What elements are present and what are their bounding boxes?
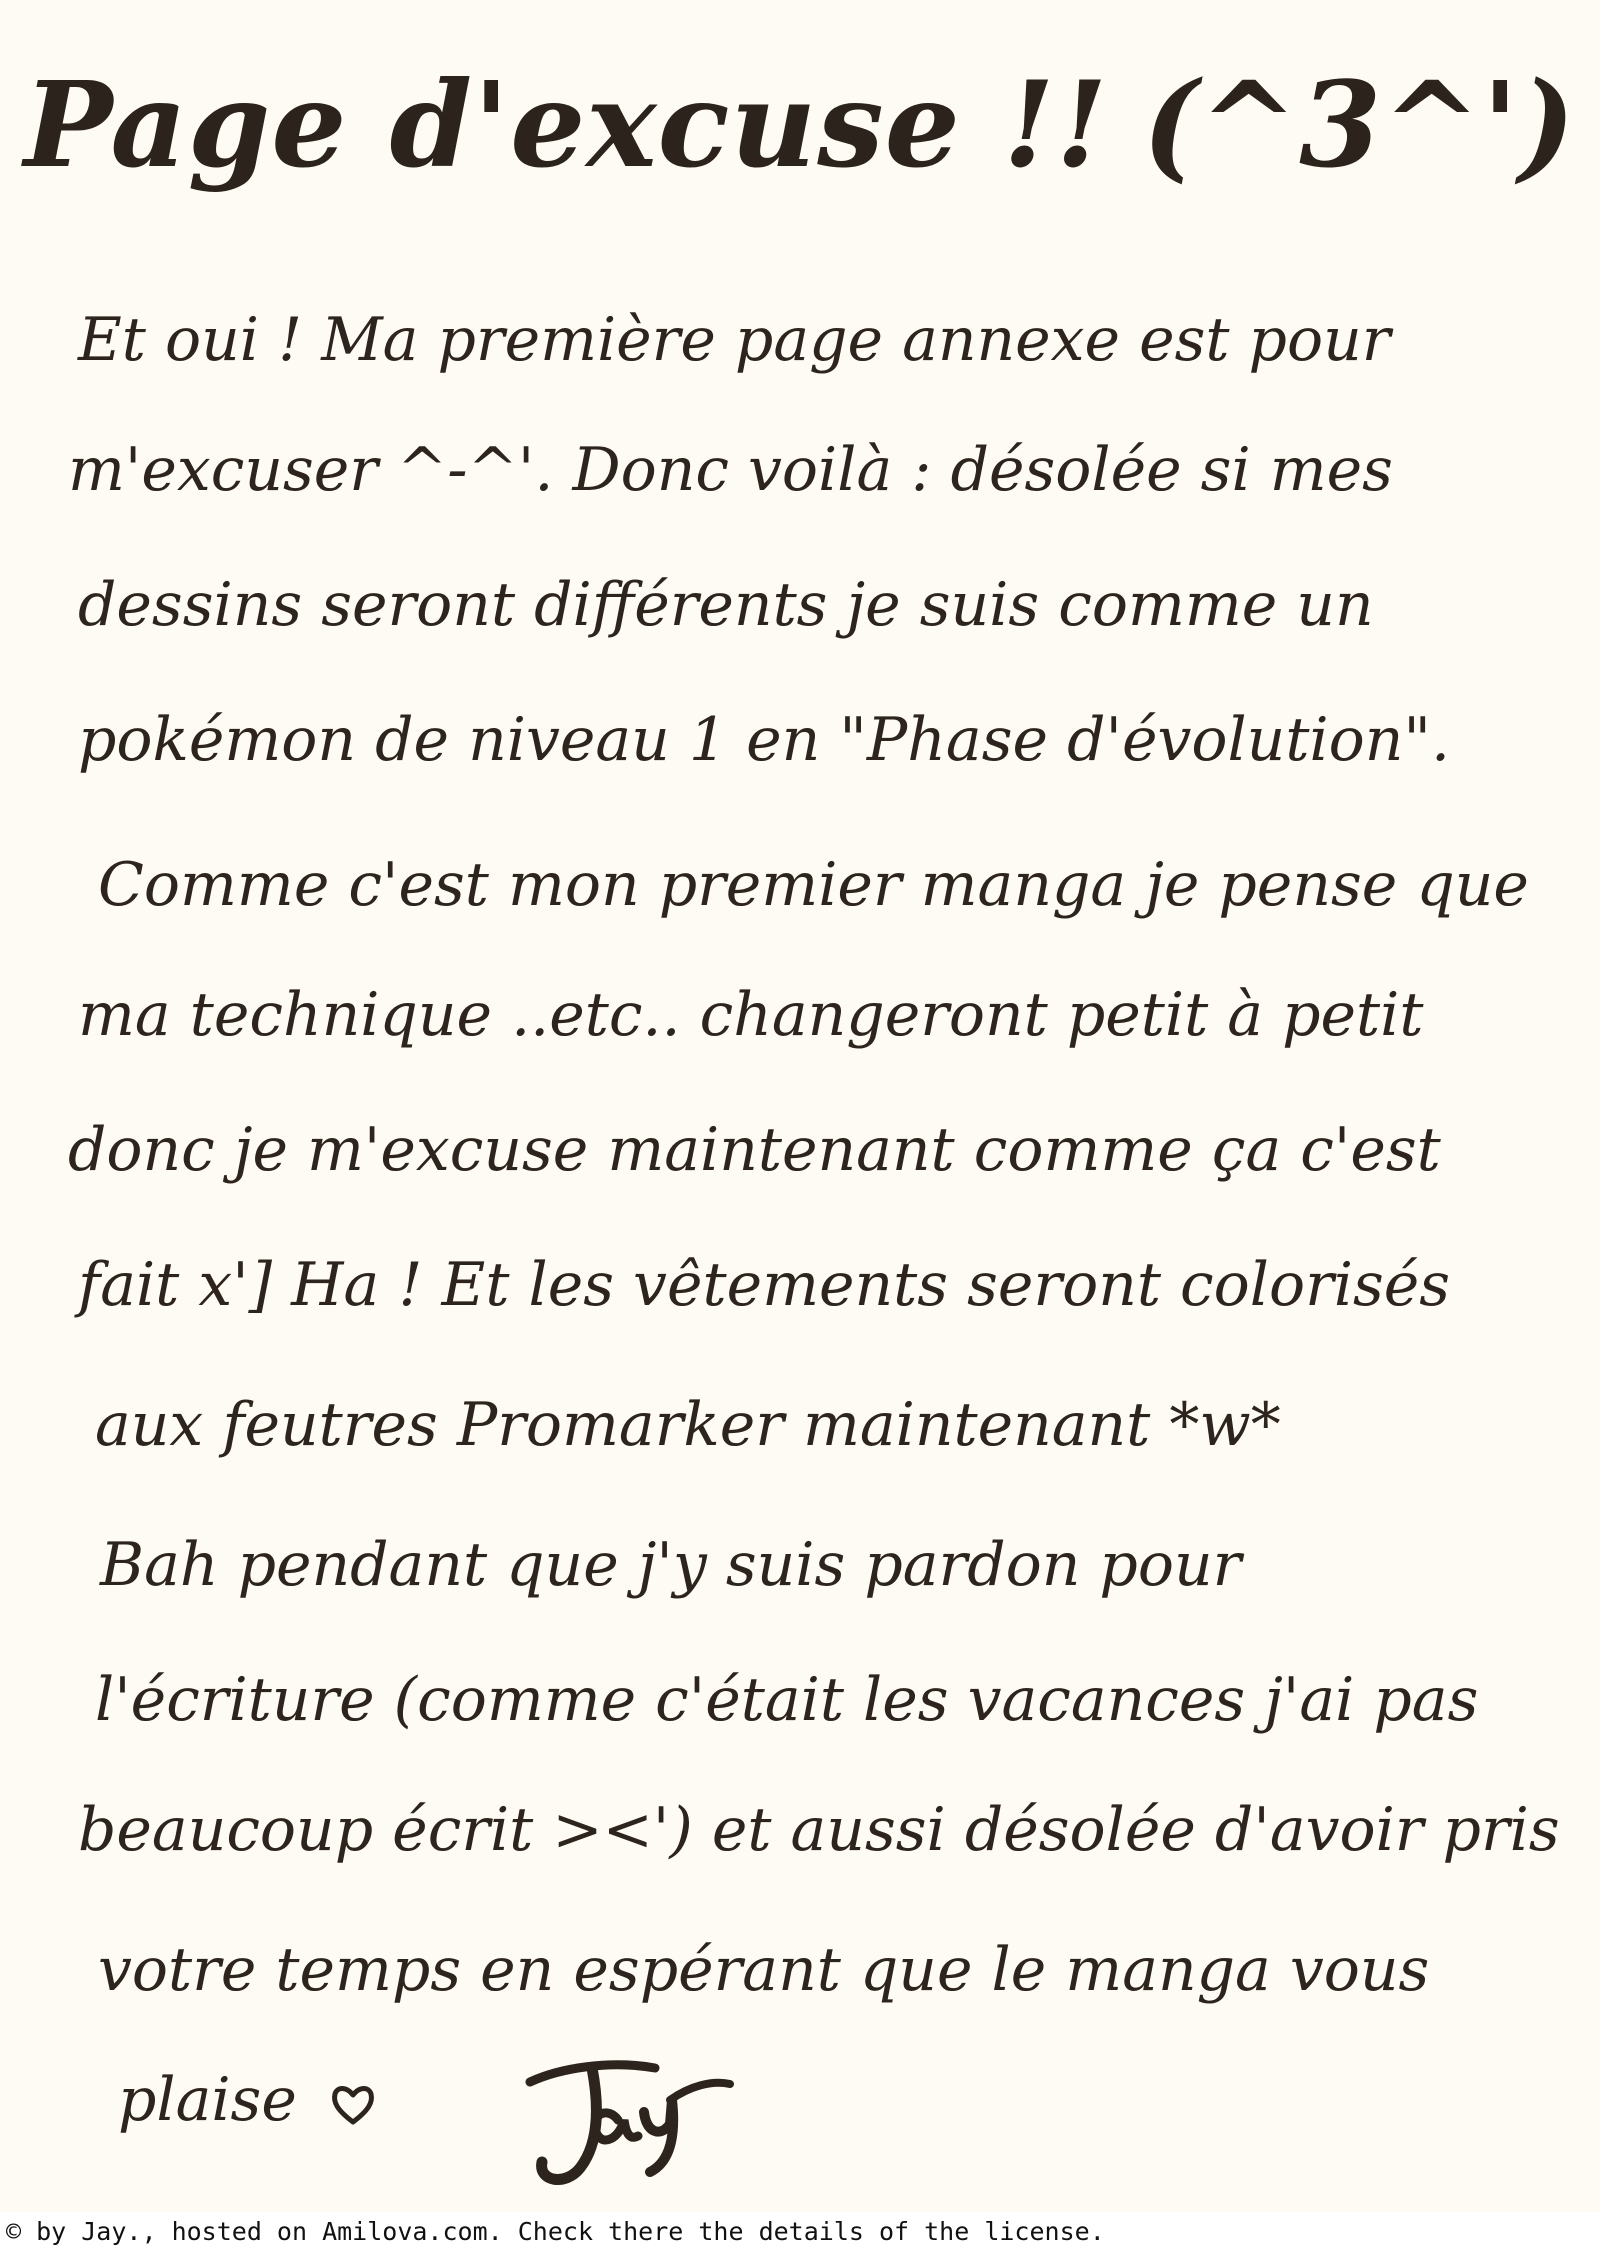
heart-icon (327, 2078, 379, 2130)
text-line-3: dessins seront différents je suis comme un (78, 570, 1374, 640)
text-line-9: aux feutres Promarker maintenant *w* (95, 1390, 1281, 1460)
text-line-10: Bah pendant que j'y suis pardon pour (100, 1530, 1242, 1600)
text-line-2: m'excuser ^-^'. Donc voilà : désolée si mes (68, 435, 1393, 505)
text-line-6: ma technique ..etc.. changeront petit à petit (78, 980, 1424, 1050)
title-text: Page d'excuse !! (23, 55, 1109, 194)
text-line-12: beaucoup écrit ><') et aussi désolée d'avoir pris (78, 1795, 1560, 1865)
text-line-14 (118, 2060, 379, 2140)
text-line-5: Comme c'est mon premier manga je pense que (98, 850, 1529, 920)
handwritten-signature (520, 2040, 740, 2190)
text-line-8: fait x'] Ha ! Et les vêtements seront colorisés (78, 1250, 1451, 1320)
text-line-7: donc je m'excuse maintenant comme ça c'est (68, 1115, 1441, 1185)
text-line-4: pokémon de niveau 1 en "Phase d'évolution". (78, 705, 1451, 775)
license-footer: © by Jay., hosted on Amilova.com. Check there the details of the license. (0, 2212, 1600, 2252)
text-line-14-text: plaise (118, 2065, 297, 2135)
text-line-13: votre temps en espérant que le manga vous (98, 1935, 1430, 2005)
title-emoticon: (^3^') (1142, 55, 1577, 194)
text-line-11: l'écriture (comme c'était les vacances j'ai pas (95, 1665, 1479, 1735)
page-title (0, 40, 1600, 210)
text-line-1: Et oui ! Ma première page annexe est pour (78, 305, 1391, 375)
